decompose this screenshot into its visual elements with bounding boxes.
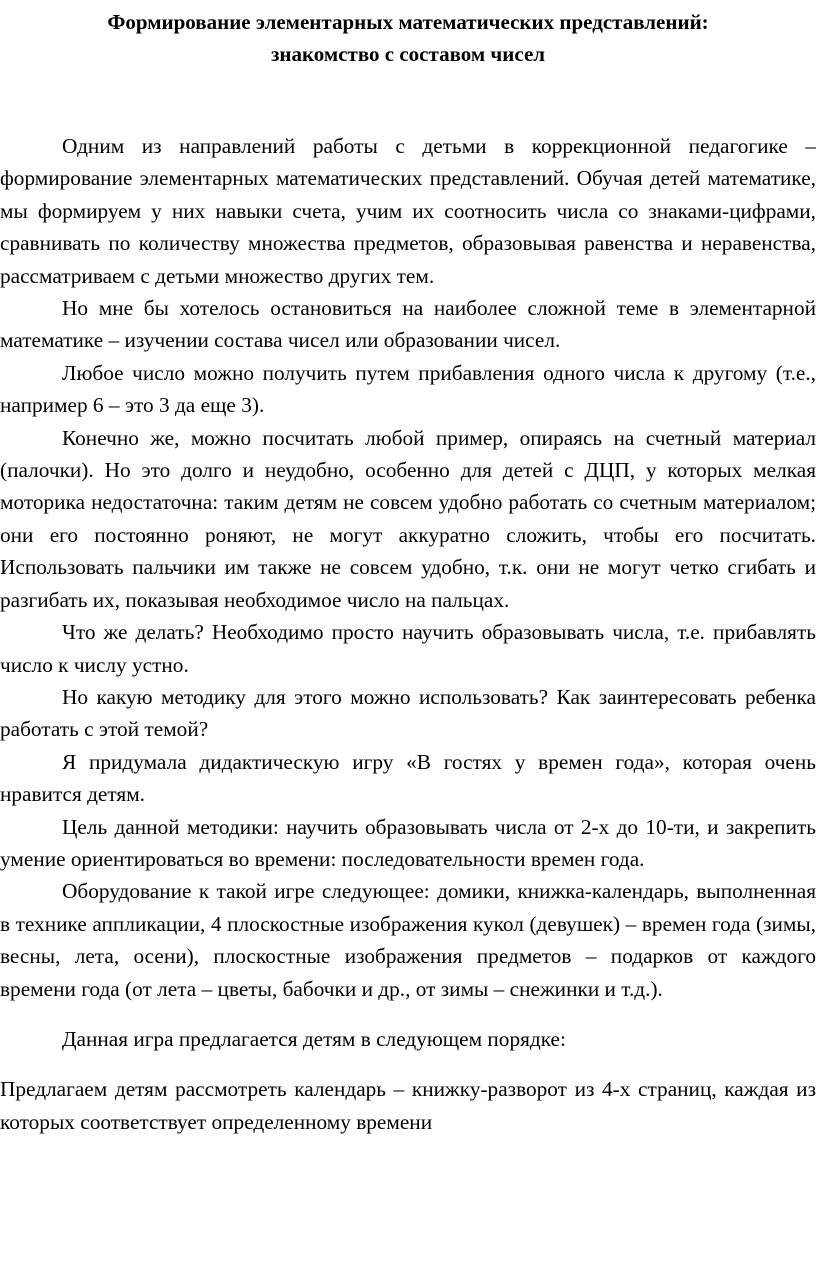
paragraph-intro: Одним из направлений работы с детьми в коррекционной педагогике – формирование элементарных математических представлений. Обучая детей математике, мы формируем у них навыки счета, учим их соотносить числа со знаками-цифрами, сравнивать по количеству множества предметов, образовывая равенства и неравенства, рассматриваем с детьми множество других тем.: [0, 134, 816, 288]
document-body: [0, 130, 816, 1138]
paragraph-which-method: Но какую методику для этого можно использовать? Как заинтересовать ребенка работать с этой темой?: [0, 684, 816, 742]
paragraph-calendar: Предлагаем детям рассмотреть календарь – книжку-разворот из 4-х страниц, каждая из которых соответствует определенному времени: [0, 1077, 816, 1134]
document-title-line-2: знакомство с составом чисел: [270, 42, 546, 66]
paragraph-topic: Но мне бы хотелось остановиться на наиболее сложной теме в элементарной математике – изучении состава чисел или образовании чисел.: [0, 296, 816, 353]
paragraph-game: Я придумала дидактическую игру «В гостях у времен года», которая очень нравится детям.: [0, 749, 816, 807]
paragraph-goal: Цель данной методики: научить образовывать числа от 2-х до 10-ти, и закрепить умение ориентироваться во времени: последовательности времен года.: [0, 814, 816, 871]
paragraph-equipment: Оборудование к такой игре следующее: домики, книжка-календарь, выполненная в технике аппликации, 4 плоскостные изображения кукол (девушек) – времен года (зимы, весны, лета, осени), плоскостные изображения предметов – подарков от каждого времени года (от лета – цветы, бабочки и др., от зимы – снежинки и т.д.).: [0, 879, 816, 1001]
document-title-line-1: Формирование элементарных математических представлений:: [107, 10, 709, 34]
paragraph-what-to-do: Что же делать? Необходимо просто научить образовывать числа, т.е. прибавлять число к числу устно.: [0, 620, 816, 677]
paragraph-counting-material: Конечно же, можно посчитать любой пример, опираясь на счетный материал (палочки). Но это долго и неудобно, особенно для детей с ДЦП, у которых мелкая моторика недостаточна: таким детям не совсем удобно работать со счетным материалом; они его постоянно роняют, не могут аккуратно сложить, чтобы его посчитать. Использовать пальчики им также не совсем удобно, т.к. они не могут четко сгибать и разгибать их, показывая необходимое число на пальцах.: [0, 425, 816, 612]
paragraph-any-number: Любое число можно получить путем прибавления одного числа к другому (т.е., например 6 – это 3 да еще 3).: [0, 360, 816, 418]
paragraph-game-order: Данная игра предлагается детям в следующем порядке:: [62, 1026, 566, 1051]
